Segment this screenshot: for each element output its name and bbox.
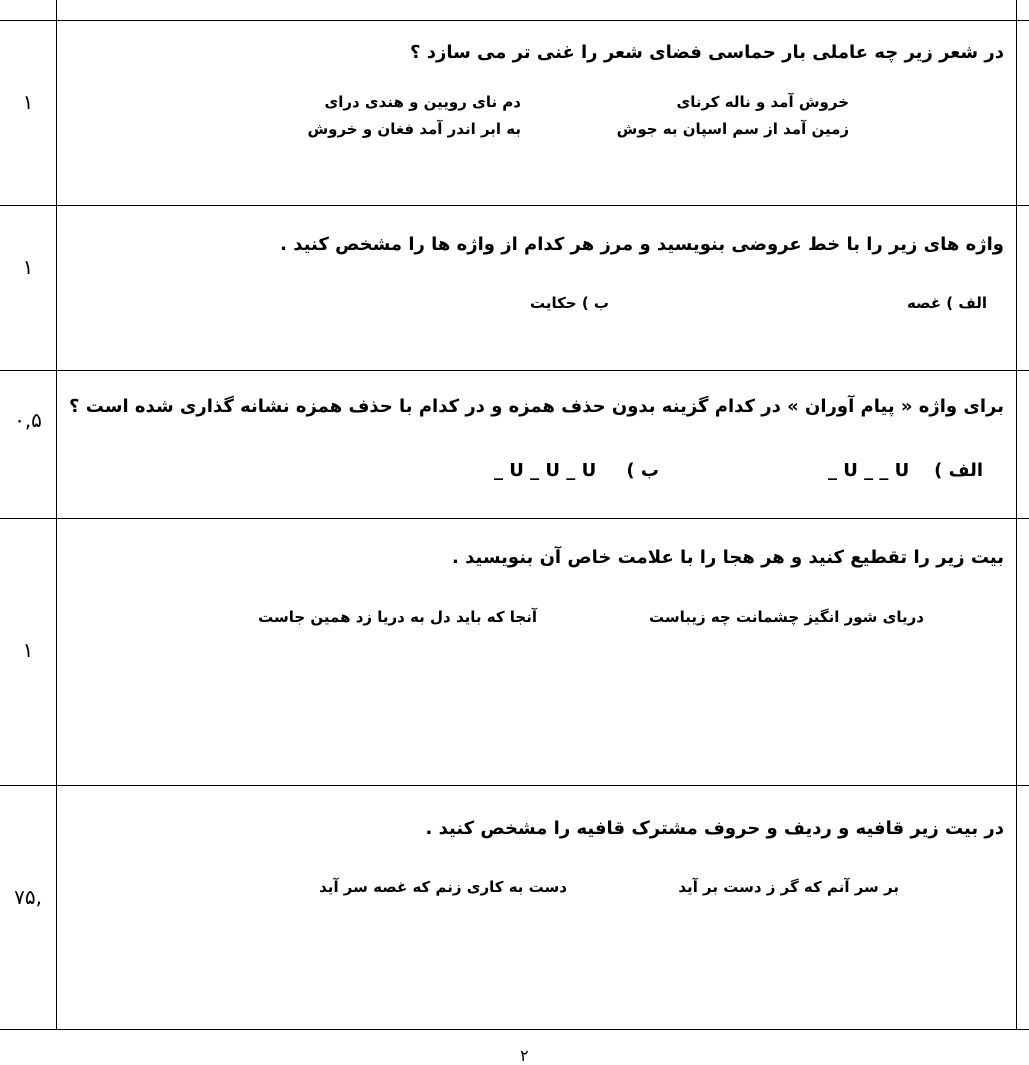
row-divider: [0, 20, 1029, 21]
row-divider: [0, 518, 1029, 519]
question-3-score: ۰,۵: [14, 408, 42, 432]
question-3-text: برای واژه « پیام آوران » در کدام گزینه بدون حذف همزه و در کدام با حذف همزه نشانه گذاری شده است ؟: [69, 396, 1004, 417]
question-1-verse-1-right: خروش آمد و ناله کرنای: [676, 93, 849, 111]
question-4-score: ۱: [22, 638, 34, 662]
question-3-option-b-pattern: _ U _ U _ U: [494, 460, 597, 481]
question-4-text: بیت زیر را تقطیع کنید و هر هجا را با علامت خاص آن بنویسید .: [451, 547, 1004, 568]
question-2-score: ۱: [22, 255, 34, 279]
question-5-verse-right: بر سر آنم که گر ز دست بر آید: [678, 878, 899, 896]
question-5-verse-left: دست به کاری زنم که غصه سر آید: [319, 878, 567, 896]
question-5-score: ,۷۵: [14, 885, 42, 909]
question-2-option-a: الف ) غصه: [906, 294, 987, 312]
row-divider: [0, 785, 1029, 786]
right-border: [1016, 0, 1017, 1030]
question-2-text: واژه های زیر را با خط عروضی بنویسید و مرز هر کدام از واژه ها را مشخص کنید .: [280, 234, 1004, 255]
row-divider: [0, 1029, 1029, 1030]
question-1-score: ۱: [22, 90, 34, 114]
score-column-border: [56, 0, 57, 1030]
question-4-verse-left: آنجا که باید دل به دریا زد همین جاست: [258, 608, 537, 626]
question-2-option-b: ب ) حکایت: [529, 294, 609, 312]
question-1-verse-2-left: به ابر اندر آمد فغان و خروش: [307, 120, 521, 138]
question-1-text: در شعر زیر چه عاملی بار حماسی فضای شعر را غنی تر می سازد ؟: [410, 42, 1004, 63]
row-divider: [0, 205, 1029, 206]
row-divider: [0, 370, 1029, 371]
question-3-option-b-label: ب ): [626, 460, 659, 481]
page-number: ۲: [520, 1046, 529, 1065]
question-1-verse-2-right: زمین آمد از سم اسپان به جوش: [616, 120, 849, 138]
question-3-option-a-label: الف ): [934, 460, 983, 481]
question-4-verse-right: دریای شور انگیز چشمانت چه زیباست: [648, 608, 924, 626]
question-1-verse-1-left: دم نای رویین و هندی درای: [324, 93, 521, 111]
question-5-text: در بیت زیر قافیه و ردیف و حروف مشترک قافیه را مشخص کنید .: [425, 818, 1004, 839]
question-3-option-a-pattern: _ U _ _ U: [828, 460, 910, 481]
